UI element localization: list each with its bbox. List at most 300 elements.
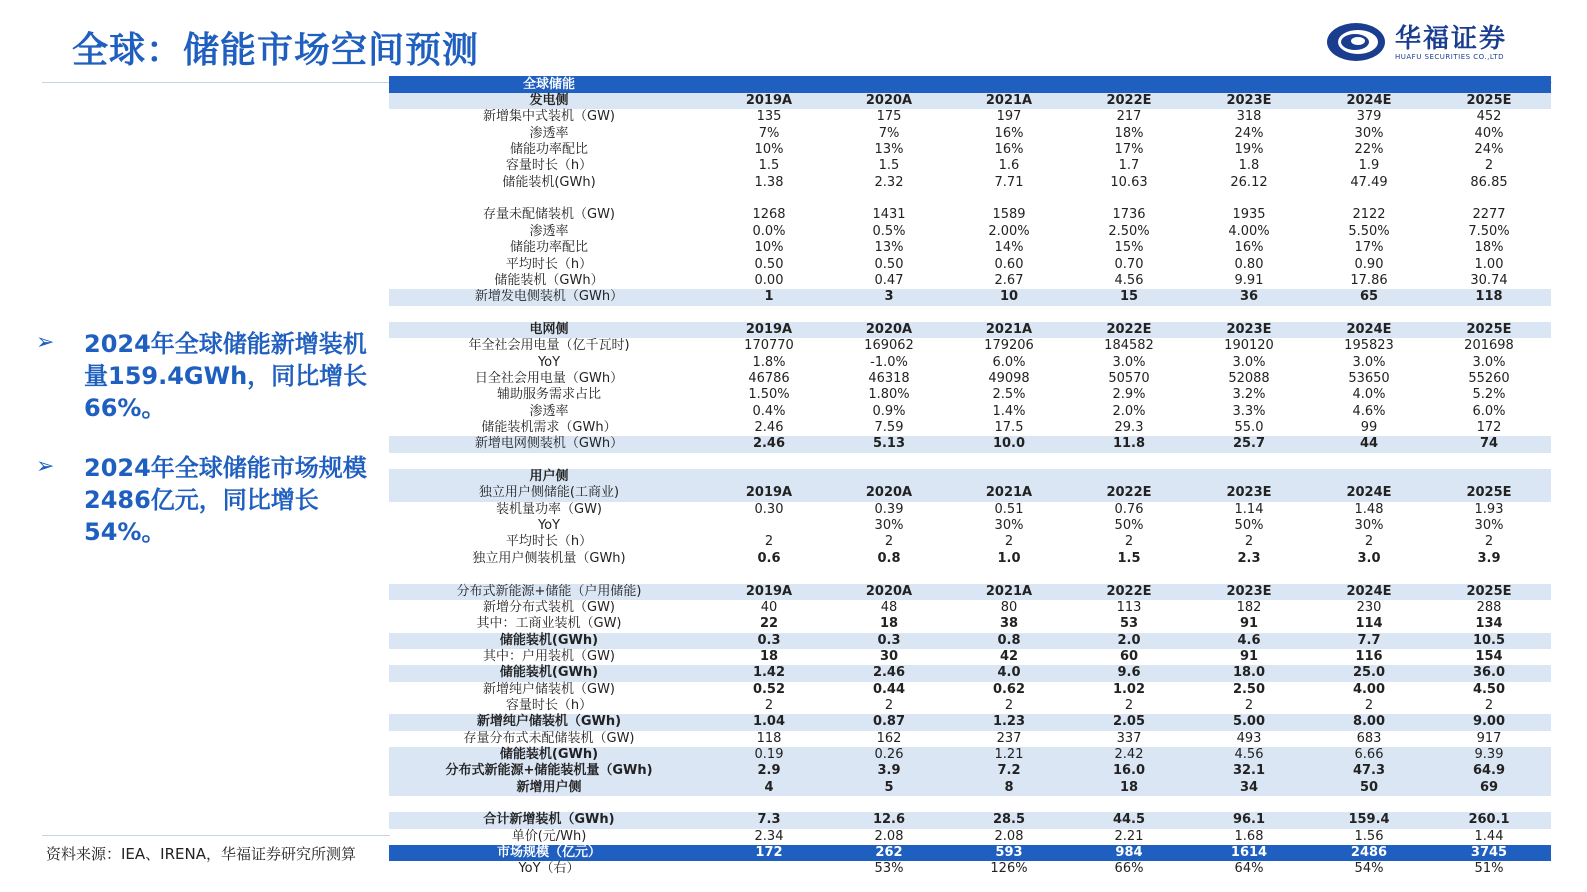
row-value: 2019A <box>745 321 793 337</box>
table-spacer-row <box>389 306 1551 322</box>
row-label: 发电侧 <box>529 93 569 108</box>
row-value: 1.5 <box>1117 550 1141 566</box>
row-value: 14% <box>994 240 1024 256</box>
row-value: 337 <box>1116 730 1142 746</box>
row-value: 2.67 <box>994 272 1024 288</box>
row-value: 2 <box>1004 697 1014 713</box>
row-value: 288 <box>1476 599 1502 615</box>
row-value: 2 <box>884 697 894 713</box>
row-value: 16% <box>994 125 1024 141</box>
row-value: 2 <box>1004 534 1014 550</box>
row-value: 10.0 <box>992 436 1026 452</box>
table-spacer-row <box>389 191 1551 207</box>
row-value: 7.3 <box>757 812 781 828</box>
row-value: 5.00 <box>1232 714 1266 730</box>
row-value: 169062 <box>864 338 914 354</box>
row-value: 50570 <box>1108 370 1150 386</box>
row-value: 29.3 <box>1114 420 1144 435</box>
row-value: 2021A <box>985 93 1033 108</box>
row-value: 4.00% <box>1228 223 1270 239</box>
row-value: 2.42 <box>1114 747 1144 762</box>
row-value: 0.44 <box>872 681 906 697</box>
row-label: 其中：户用装机（GW) <box>483 648 615 664</box>
source-divider <box>42 835 390 836</box>
row-label: YoY <box>537 354 561 370</box>
row-value: 1.8% <box>752 354 786 370</box>
row-value: 8.00 <box>1352 714 1386 730</box>
row-label: 独立用户侧装机量（GWh) <box>472 550 626 566</box>
row-value: 42 <box>999 648 1019 664</box>
huafu-logo <box>1325 18 1525 66</box>
row-value: 2.50% <box>1108 223 1150 239</box>
row-value: 2025E <box>1466 583 1512 599</box>
row-value: 34 <box>1239 779 1259 795</box>
row-value: 2.08 <box>994 828 1024 844</box>
row-value: 44 <box>1359 436 1379 452</box>
row-value: 11.8 <box>1112 436 1146 452</box>
row-label: 存量分布式未配储装机（GW) <box>463 730 635 746</box>
table-row <box>389 469 1551 485</box>
row-value: 3.0% <box>1112 354 1146 370</box>
row-value: 64.9 <box>1472 763 1506 779</box>
row-value: 2 <box>764 697 774 713</box>
row-value: 2024E <box>1346 583 1392 599</box>
row-label: 储能装机(GWh) <box>502 174 596 190</box>
row-value: 3.9 <box>1477 550 1501 566</box>
row-value: 2 <box>1124 534 1134 550</box>
row-value: 22 <box>759 616 779 632</box>
row-value: 3.0% <box>1472 354 1506 370</box>
row-value: 1.56 <box>1354 828 1384 844</box>
row-value: 126% <box>990 861 1028 877</box>
row-value: 65 <box>1359 289 1379 305</box>
row-value: 3.2% <box>1232 387 1266 403</box>
row-value: 0.51 <box>994 501 1024 517</box>
row-value: 13% <box>874 240 904 256</box>
row-value: 134 <box>1475 616 1503 632</box>
row-value: 2023E <box>1226 485 1272 501</box>
row-value: 8 <box>1004 779 1014 795</box>
row-value: 46318 <box>868 370 910 386</box>
row-value: 28.5 <box>992 812 1026 828</box>
row-value: 2.50 <box>1232 681 1266 697</box>
logo-chinese-name: 华福证券 <box>1395 24 1508 54</box>
row-value: 1.02 <box>1112 681 1146 697</box>
row-value: 593 <box>995 845 1023 861</box>
row-value: 2 <box>1124 697 1134 713</box>
row-value: 30% <box>1474 518 1504 534</box>
row-value: 53 <box>1119 616 1139 632</box>
row-value: 51% <box>1474 861 1504 877</box>
row-value: 40% <box>1474 125 1504 141</box>
row-value: 2.0 <box>1117 632 1141 648</box>
table-row <box>389 861 1551 877</box>
row-value: 3 <box>884 289 894 305</box>
row-value: 2022E <box>1106 583 1152 599</box>
row-value: 5.13 <box>872 436 906 452</box>
row-value: 217 <box>1116 109 1142 125</box>
table-row <box>389 158 1551 174</box>
row-value: 1736 <box>1112 207 1146 223</box>
row-value: 50 <box>1359 779 1379 795</box>
row-value: 190120 <box>1224 338 1274 354</box>
row-value: 10.63 <box>1110 174 1148 190</box>
table-row <box>389 845 1551 861</box>
row-value: 1589 <box>992 207 1026 223</box>
table-row <box>389 322 1551 338</box>
table-spacer-row <box>389 453 1551 469</box>
row-value: 2 <box>1364 534 1374 550</box>
row-value: 0.62 <box>992 681 1026 697</box>
row-value: 10% <box>754 142 784 158</box>
table-row <box>389 649 1551 665</box>
row-value: 5.50% <box>1348 223 1390 239</box>
row-label: 平均时长（h） <box>505 256 593 272</box>
table-spacer-row <box>389 567 1551 583</box>
row-value: 4.0% <box>1352 387 1386 403</box>
row-value: 3.9 <box>877 763 901 779</box>
row-value: 7% <box>758 125 780 141</box>
row-value: 30% <box>994 518 1024 534</box>
row-value: 1.68 <box>1234 828 1264 844</box>
row-value: 18 <box>1119 779 1139 795</box>
row-value: 2.0% <box>1112 403 1146 419</box>
row-label: 分布式新能源+储能装机量（GWh) <box>445 763 653 779</box>
table-row <box>389 633 1551 649</box>
row-value: 6.0% <box>992 354 1026 370</box>
row-value: 0.80 <box>1234 256 1264 272</box>
row-value: 318 <box>1236 109 1262 125</box>
table-row <box>389 682 1551 698</box>
row-value: 1431 <box>872 207 906 223</box>
table-top-label: 全球储能 <box>522 77 575 92</box>
row-value: 74 <box>1479 436 1499 452</box>
table-row <box>389 436 1551 452</box>
row-value: 7% <box>878 125 900 141</box>
row-value: 13% <box>874 142 904 158</box>
huafu-logo-mark-icon <box>1325 20 1387 64</box>
row-value: 1.4% <box>992 403 1026 419</box>
table-row <box>389 551 1551 567</box>
row-value: -1.0% <box>870 354 908 370</box>
row-value: 2022E <box>1106 485 1152 501</box>
row-value: 175 <box>876 109 902 125</box>
table-row <box>389 698 1551 714</box>
row-label: 日全社会用电量（GWh） <box>474 370 624 386</box>
row-value: 6.66 <box>1354 747 1384 762</box>
row-value: 4.56 <box>1234 747 1264 762</box>
table-row <box>389 780 1551 796</box>
row-value: 197 <box>996 109 1022 125</box>
row-label: 容量时长（h） <box>505 697 593 713</box>
row-value: 38 <box>999 616 1019 632</box>
row-value: 2.46 <box>754 420 784 435</box>
row-label: 辅助服务需求占比 <box>496 387 601 403</box>
row-value: 25.7 <box>1232 436 1266 452</box>
row-value: 16.0 <box>1112 763 1146 779</box>
row-value: 0.76 <box>1114 501 1144 517</box>
row-value: 0.87 <box>872 714 906 730</box>
table-row <box>389 665 1551 681</box>
row-value: 53% <box>874 861 904 877</box>
row-value: 2020A <box>865 93 913 108</box>
row-value: 30% <box>1354 518 1384 534</box>
row-value: 18 <box>879 616 899 632</box>
row-value: 2020A <box>865 321 913 337</box>
row-value: 113 <box>1116 599 1142 615</box>
table-row <box>389 109 1551 125</box>
row-value: 3.0% <box>1352 354 1386 370</box>
row-value: 2021A <box>985 321 1033 337</box>
row-label: 新增集中式装机（GW) <box>483 109 615 125</box>
row-value: 2019A <box>745 93 793 108</box>
row-value: 452 <box>1476 109 1502 125</box>
row-value: 1.23 <box>992 714 1026 730</box>
row-label: 储能装机(GWh) <box>499 665 599 681</box>
row-value: 1.42 <box>752 665 786 681</box>
row-value: 2019A <box>745 583 793 599</box>
row-value: 30% <box>1354 125 1384 141</box>
row-value: 3.0 <box>1357 550 1381 566</box>
row-value: 22% <box>1354 142 1384 158</box>
row-value: 50% <box>1234 518 1264 534</box>
row-value: 195823 <box>1344 338 1394 354</box>
table-spacer-row <box>389 796 1551 812</box>
row-value: 2 <box>1364 697 1374 713</box>
row-value: 86.85 <box>1470 174 1508 190</box>
row-value: 0.8 <box>877 550 901 566</box>
table-row <box>389 387 1551 403</box>
table-row <box>389 338 1551 354</box>
row-value: 2277 <box>1472 207 1506 223</box>
row-value: 2 <box>1244 534 1254 550</box>
row-value: 30 <box>879 648 899 664</box>
row-value: 80 <box>1000 599 1018 615</box>
row-value: 201698 <box>1464 338 1514 354</box>
row-value: 0.47 <box>874 272 904 288</box>
row-value: 55260 <box>1468 370 1510 386</box>
row-value: 4.6% <box>1352 403 1386 419</box>
row-value: 0.9% <box>872 403 906 419</box>
row-value: 5.2% <box>1472 387 1506 403</box>
row-value: 1614 <box>1230 845 1268 861</box>
row-value: 15% <box>1114 240 1144 256</box>
row-value: 4.00 <box>1352 681 1386 697</box>
row-value: 1.38 <box>754 174 784 190</box>
row-value: 135 <box>756 109 782 125</box>
row-value: 7.71 <box>994 174 1024 190</box>
row-value: 2023E <box>1226 583 1272 599</box>
row-value: 5 <box>884 779 894 795</box>
row-value: 1.50% <box>748 387 790 403</box>
table-row <box>389 142 1551 158</box>
row-label: 用户侧 <box>529 469 569 485</box>
row-label: 其中：工商业装机（GW) <box>476 616 622 632</box>
row-value: 30% <box>874 518 904 534</box>
row-value: 0.3 <box>757 632 781 648</box>
row-value: 0.52 <box>752 681 786 697</box>
table-row <box>389 518 1551 534</box>
row-value: 162 <box>876 730 902 746</box>
row-value: 2.5% <box>992 387 1026 403</box>
table-top-band <box>389 76 1551 93</box>
row-value: 2.34 <box>754 828 784 844</box>
row-value: 44.5 <box>1112 812 1146 828</box>
row-value: 10 <box>999 289 1019 305</box>
row-value: 1.21 <box>994 747 1024 762</box>
row-value: 0.60 <box>994 256 1024 272</box>
row-label: 渗透率 <box>529 223 569 239</box>
row-value: 66% <box>1114 861 1144 877</box>
row-value: 15 <box>1119 289 1139 305</box>
row-value: 1.80% <box>868 387 910 403</box>
row-label: 平均时长（h） <box>505 534 593 550</box>
row-value: 1.0 <box>997 550 1021 566</box>
row-label: 合计新增装机（GWh) <box>483 812 615 828</box>
row-label: 新增纯户储装机（GWh) <box>476 714 622 730</box>
row-value: 18.0 <box>1232 665 1266 681</box>
row-value: 0.30 <box>754 501 784 517</box>
row-value: 1.7 <box>1118 158 1140 174</box>
row-value: 24% <box>1234 125 1264 141</box>
row-value: 17% <box>1114 142 1144 158</box>
arrow-bullet-icon: ➢ <box>36 330 55 355</box>
row-value: 262 <box>875 845 903 861</box>
row-label: 电网侧 <box>529 321 569 337</box>
row-label: YoY <box>537 518 561 534</box>
row-label: 渗透率 <box>529 403 569 419</box>
row-label: 储能装机（GWh） <box>494 272 604 288</box>
row-value: 2025E <box>1466 93 1512 108</box>
row-value: 9.39 <box>1474 747 1504 762</box>
row-value: 2023E <box>1226 93 1272 108</box>
row-value: 2486 <box>1350 845 1388 861</box>
table-row <box>389 763 1551 779</box>
row-value: 237 <box>996 730 1022 746</box>
row-value: 118 <box>1475 289 1503 305</box>
row-value: 2122 <box>1352 207 1386 223</box>
row-value: 172 <box>755 845 783 861</box>
table-row <box>389 534 1551 550</box>
row-value: 2.46 <box>752 436 786 452</box>
row-value: 184582 <box>1104 338 1154 354</box>
logo-english-name: HUAFU SECURITIES CO.,LTD <box>1395 53 1504 61</box>
arrow-bullet-icon: ➢ <box>36 454 55 479</box>
row-value: 2020A <box>865 485 913 501</box>
row-value: 260.1 <box>1468 812 1510 828</box>
row-value: 1.6 <box>998 158 1020 174</box>
row-value: 96.1 <box>1232 812 1266 828</box>
row-value: 2025E <box>1466 485 1512 501</box>
row-value: 2023E <box>1226 321 1272 337</box>
row-value: 2024E <box>1346 321 1392 337</box>
row-value: 116 <box>1355 648 1383 664</box>
row-value: 55.0 <box>1234 420 1264 435</box>
row-value: 0.39 <box>874 501 904 517</box>
table-row <box>389 224 1551 240</box>
row-value: 40 <box>760 599 778 615</box>
table-row <box>389 126 1551 142</box>
row-value: 170770 <box>744 338 794 354</box>
row-value: 1.04 <box>752 714 786 730</box>
row-value: 3745 <box>1470 845 1508 861</box>
row-value: 17.86 <box>1350 272 1388 288</box>
row-label: 新增纯户储装机（GW) <box>483 681 615 697</box>
row-value: 2 <box>1484 534 1494 550</box>
row-value: 2.00% <box>988 223 1030 239</box>
row-value: 159.4 <box>1348 812 1390 828</box>
row-value: 4.6 <box>1237 632 1261 648</box>
table-row <box>389 584 1551 600</box>
row-label: 年全社会用电量（亿千瓦时) <box>468 338 630 354</box>
row-value: 2.46 <box>872 665 906 681</box>
row-value: 16% <box>1234 240 1264 256</box>
row-value: 2.21 <box>1114 828 1144 844</box>
table-row <box>389 420 1551 436</box>
row-value: 2021A <box>985 583 1033 599</box>
row-value: 36.0 <box>1472 665 1506 681</box>
table-row <box>389 240 1551 256</box>
row-value: 9.00 <box>1472 714 1506 730</box>
row-label: 分布式新能源+储能（户用储能) <box>456 583 642 599</box>
row-value: 379 <box>1356 109 1382 125</box>
row-value: 16% <box>994 142 1024 158</box>
row-value: 230 <box>1356 599 1382 615</box>
row-value: 0.6 <box>757 550 781 566</box>
row-value: 118 <box>756 730 782 746</box>
row-value: 2.32 <box>874 174 904 190</box>
row-value: 0.0% <box>752 223 786 239</box>
row-value: 2 <box>1484 158 1494 174</box>
table-row <box>389 355 1551 371</box>
row-label: 储能功率配比 <box>509 142 588 158</box>
row-value: 2022E <box>1106 321 1152 337</box>
row-value: 91 <box>1239 616 1259 632</box>
row-value: 0.3 <box>877 632 901 648</box>
row-value: 3.0% <box>1232 354 1266 370</box>
row-value: 2.05 <box>1112 714 1146 730</box>
row-value: 18 <box>759 648 779 664</box>
row-label: 容量时长（h） <box>505 158 593 174</box>
row-value: 4 <box>764 779 774 795</box>
table-row <box>389 257 1551 273</box>
row-value: 49098 <box>988 370 1030 386</box>
page-title: 全球：储能市场空间预测 <box>72 30 480 71</box>
row-value: 99 <box>1360 420 1378 435</box>
row-value: 1.00 <box>1474 256 1504 272</box>
row-value: 2.3 <box>1237 550 1261 566</box>
table-row <box>389 714 1551 730</box>
row-value: 32.1 <box>1232 763 1266 779</box>
row-value: 1.5 <box>758 158 780 174</box>
row-value: 1.48 <box>1354 501 1384 517</box>
row-value: 25.0 <box>1352 665 1386 681</box>
table-row <box>389 600 1551 616</box>
table-row <box>389 207 1551 223</box>
table-row <box>389 747 1551 763</box>
row-value: 64% <box>1234 861 1264 877</box>
row-value: 0.50 <box>754 256 784 272</box>
row-value: 0.8 <box>997 632 1021 648</box>
row-value: 1268 <box>752 207 786 223</box>
row-label: 新增发电侧装机（GWh） <box>474 289 624 305</box>
row-value: 1.93 <box>1474 501 1504 517</box>
row-value: 17.5 <box>994 420 1024 435</box>
row-value: 4.0 <box>997 665 1021 681</box>
row-value: 10% <box>754 240 784 256</box>
table-row <box>389 616 1551 632</box>
row-value: 3.3% <box>1232 403 1266 419</box>
